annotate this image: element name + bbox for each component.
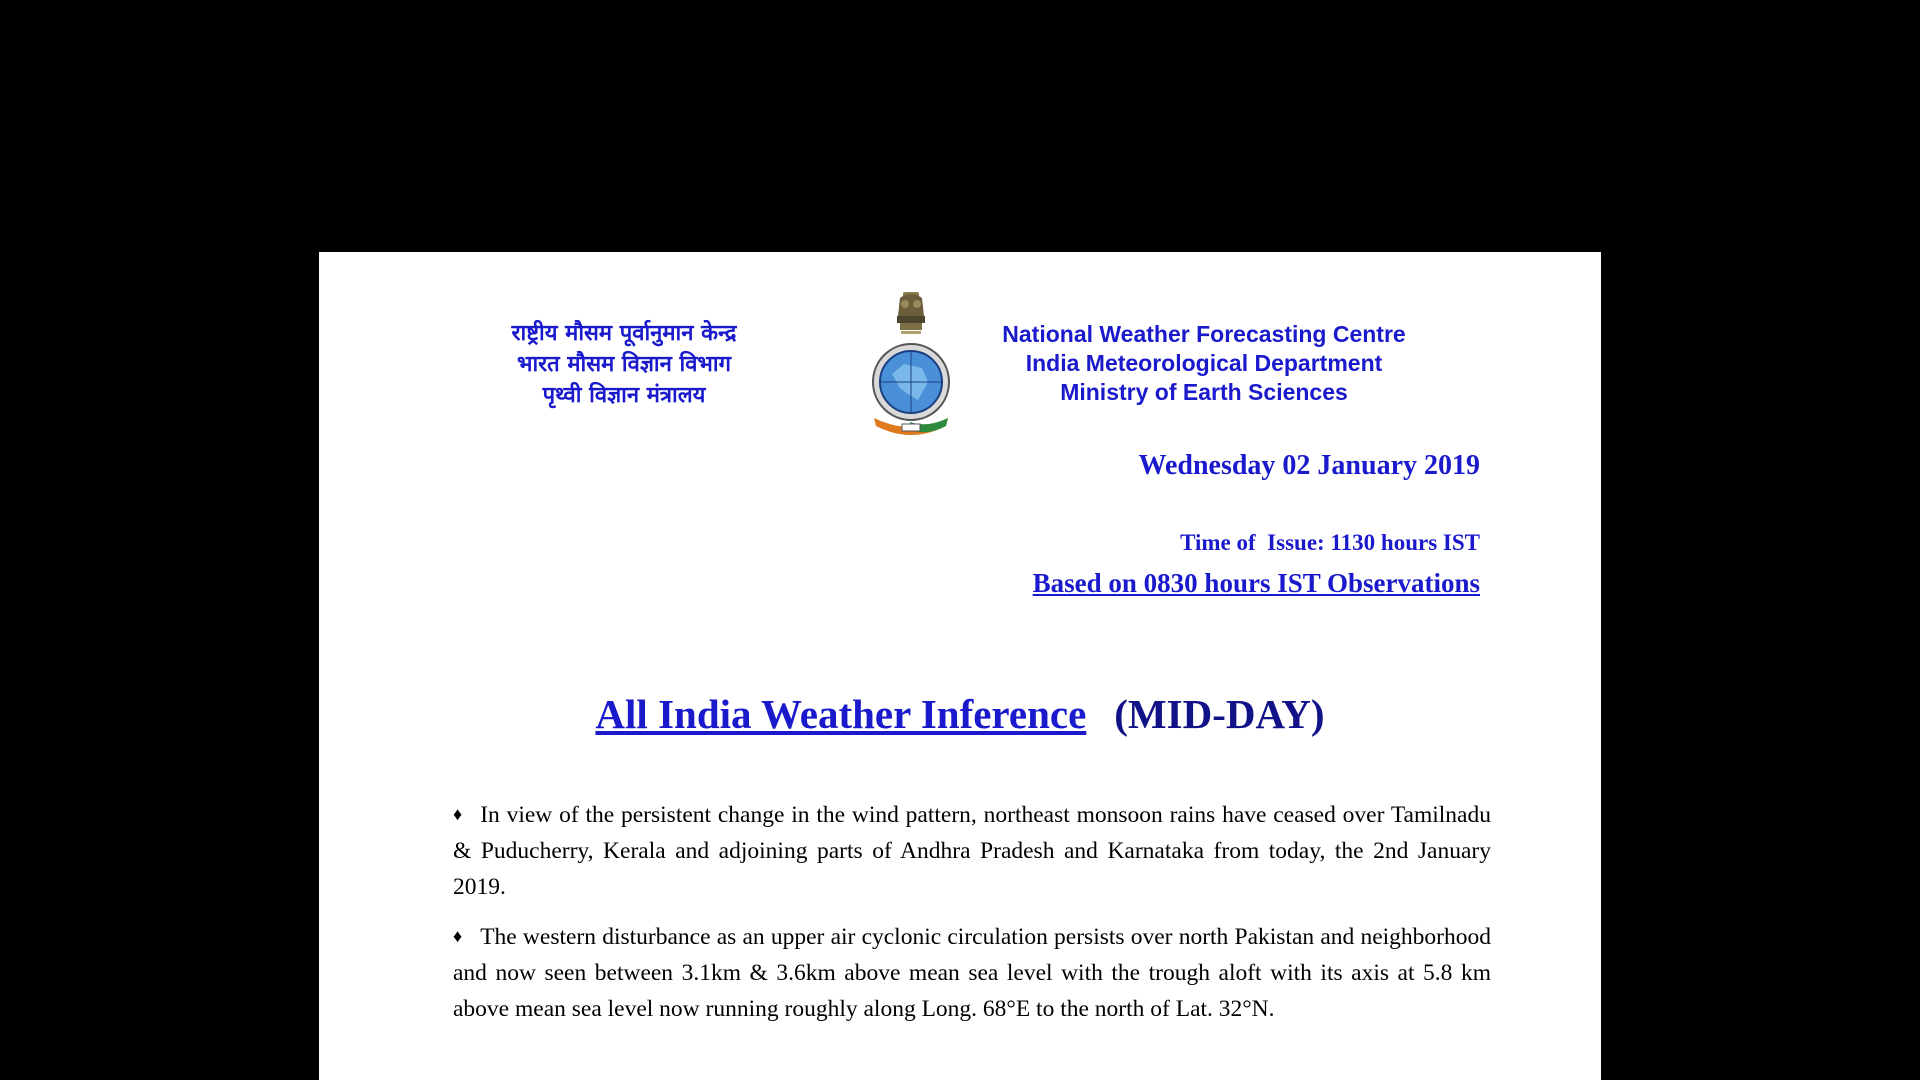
document-title (319, 690, 1601, 738)
hindi-header (459, 318, 789, 411)
paragraph-text: In view of the persistent change in the wind pattern, northeast monsoon rains have ceased over Tamilnadu & Puducherry, Kerala and adjoining parts of Andhra Pradesh and Karnataka from today, the 2nd January 2019. (453, 802, 1491, 900)
title-sub: (MID-DAY) (1114, 691, 1325, 737)
inference-content (453, 796, 1491, 1040)
imd-emblem-icon (870, 290, 952, 438)
diamond-bullet-icon: ♦ (453, 926, 463, 946)
inference-paragraph (453, 918, 1491, 1027)
issue-date: Wednesday 02 January 2019 (1138, 450, 1480, 481)
english-line-2: India Meteorological Department (1025, 350, 1383, 376)
english-line-3: Ministry of Earth Sciences (1060, 379, 1348, 405)
english-line-1: National Weather Forecasting Centre (1002, 321, 1406, 347)
english-header (979, 320, 1429, 407)
document-page (319, 252, 1601, 1080)
paragraph-text: The western disturbance as an upper air cyclonic circulation persists over north Pakistan and neighborhood and now seen between 3.1km & 3.6km above mean sea level with the trough aloft with its axis at 5.8 km above mean sea level now running roughly along Long. 68°E to the north of Lat. 32°N. (453, 924, 1491, 1022)
hindi-line-2: भारत मौसम विज्ञान विभाग (517, 352, 731, 377)
observations-basis: Based on 0830 hours IST Observations (1032, 568, 1480, 598)
hindi-line-1: राष्ट्रीय मौसम पूर्वानुमान केन्द्र (511, 321, 737, 346)
hindi-line-3: पृथ्वी विज्ञान मंत्रालय (542, 383, 706, 408)
diamond-bullet-icon: ♦ (453, 804, 463, 824)
issue-time: Time of Issue: 1130 hours IST (1180, 530, 1480, 555)
title-main: All India Weather Inference (595, 691, 1087, 737)
inference-paragraph (453, 796, 1491, 905)
